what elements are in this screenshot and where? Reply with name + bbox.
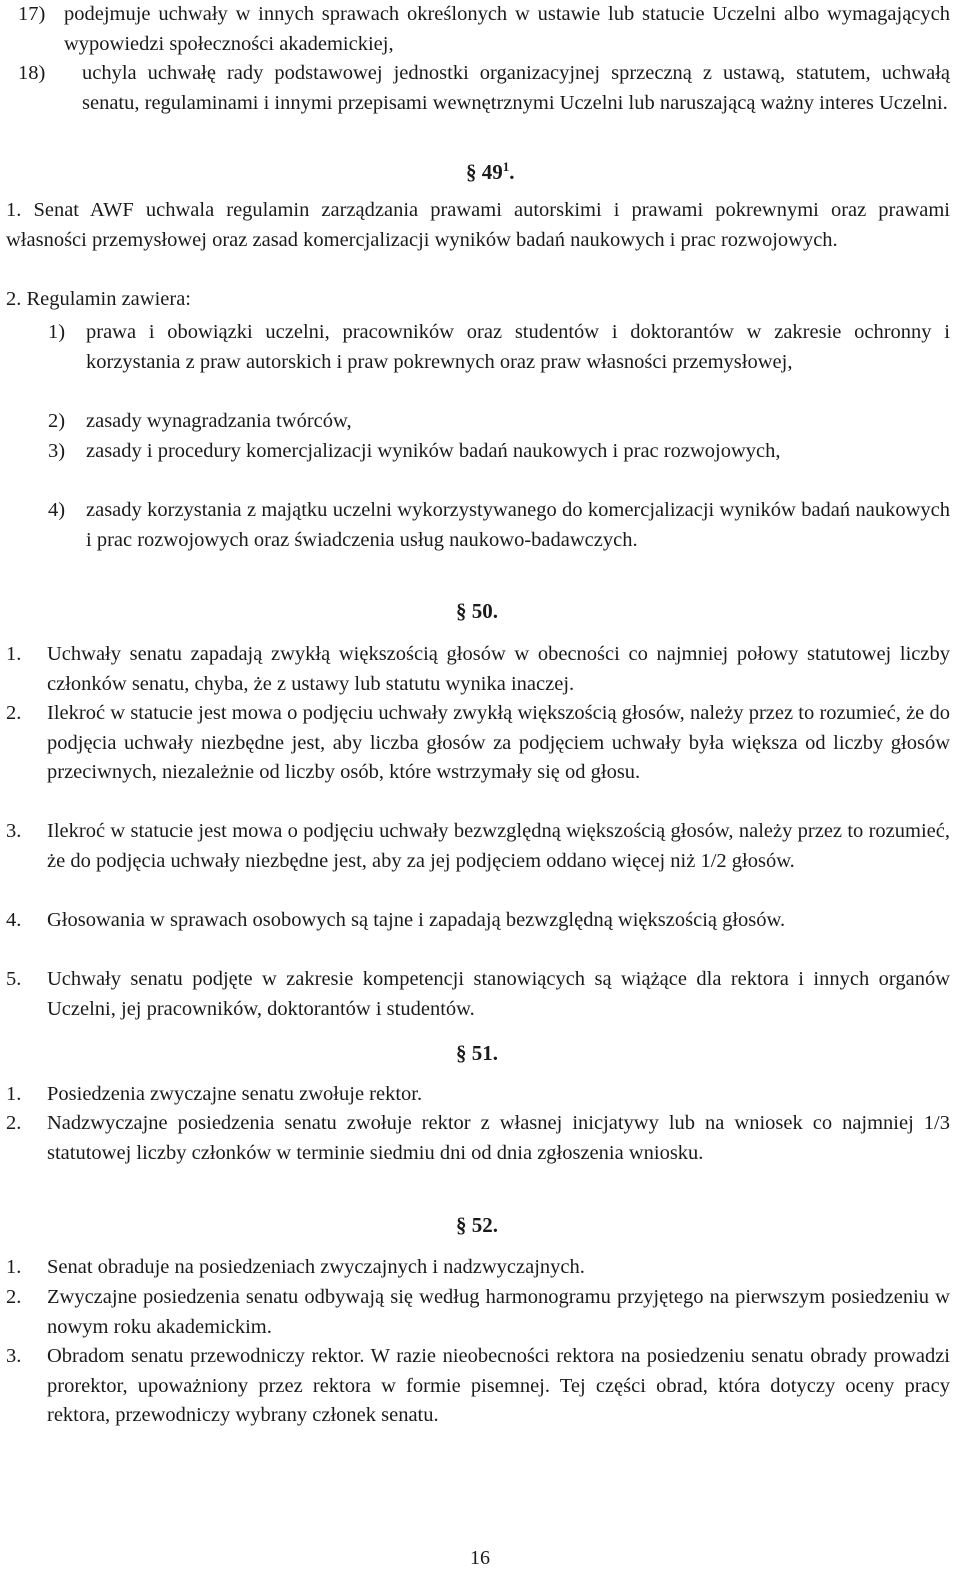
item-text: Głosowania w sprawach osobowych są tajne i zapadają bezwzględną większością głosów.: [47, 909, 786, 931]
item-text: Uchwały senatu podjęte w zakresie kompetencji stanowiących są wiążące dla rektora i innych organów Uczelni, jej pracowników, doktorantów i studentów.: [47, 968, 950, 1020]
item-text: zasady korzystania z majątku uczelni wykorzystywanego do komercjalizacji wyników badań naukowych i prac rozwojowych oraz świadczenia usług naukowo-badawczych.: [86, 499, 950, 551]
item-text: Ilekroć w statucie jest mowa o podjęciu uchwały bezwzględną większością głosów, należy przez to rozumieć, że do podjęcia uchwały niezbędne jest, aby za jej podjęciem oddano więcej niż 1/2 głosów.: [47, 820, 950, 872]
item-number: 1.: [6, 1083, 22, 1105]
section-heading-52: § 52.: [456, 1213, 498, 1237]
item-number: 3.: [6, 820, 22, 842]
paragraph-text: Senat AWF uchwala regulamin zarządzania prawami autorskimi i prawami pokrewnymi oraz prawami własności przemysłowej oraz zasad komercjalizacji wyników badań naukowych i prac rozwojowych.: [6, 199, 950, 251]
section-heading-51: § 51.: [456, 1041, 498, 1065]
page-number: 16: [470, 1547, 490, 1569]
item-number: 2.: [6, 702, 22, 724]
section-heading-50: § 50.: [456, 599, 498, 623]
item-text: uchyla uchwałę rady podstawowej jednostki organizacyjnej sprzeczną z ustawą, statutem, uchwałą senatu, regulaminami i innymi przepisami wewnętrznymi Uczelni lub naruszającą ważny interes Uczelni.: [82, 62, 950, 114]
item-number: 1): [48, 321, 66, 343]
item-number: 18): [18, 62, 46, 84]
paragraph: [6, 285, 950, 315]
item-text: Senat obraduje na posiedzeniach zwyczajnych i nadzwyczajnych.: [47, 1256, 585, 1278]
item-number: 2.: [6, 1286, 22, 1308]
item-text: Ilekroć w statucie jest mowa o podjęciu uchwały zwykłą większością głosów, należy przez to rozumieć, że do podjęcia uchwały niezbędne jest, aby liczba głosów za podjęciem uchwały była większa od liczby głosów przeciwnych, niezależnie od liczby osób, które wstrzymały się od głosu.: [47, 702, 950, 784]
paragraph-text: Regulamin zawiera:: [26, 288, 192, 310]
item-number: 4.: [6, 909, 22, 931]
paragraph: [6, 196, 950, 255]
item-number: 17): [18, 3, 46, 25]
paragraph-number: 2.: [6, 288, 22, 310]
item-text: Posiedzenia zwyczajne senatu zwołuje rektor.: [47, 1083, 423, 1105]
item-text: podejmuje uchwały w innych sprawach określonych w ustawie lub statucie Uczelni albo wymagających wypowiedzi społeczności akademickiej,: [64, 3, 950, 55]
item-number: 3): [48, 440, 66, 462]
item-text: zasady wynagradzania twórców,: [86, 410, 352, 432]
item-number: 5.: [6, 968, 22, 990]
item-text: Zwyczajne posiedzenia senatu odbywają się według harmonogramu przyjętego na pierwszym posiedzeniu w nowym roku akademickim.: [47, 1286, 950, 1338]
item-number: 1.: [6, 643, 22, 665]
item-number: 4): [48, 499, 66, 521]
item-number: 1.: [6, 1256, 22, 1278]
item-text: prawa i obowiązki uczelni, pracowników oraz studentów i doktorantów w zakresie ochronny i korzystania z praw autorskich i praw pokrewnych oraz praw własności przemysłowej,: [86, 321, 950, 373]
item-number: 2.: [6, 1112, 22, 1134]
item-number: 2): [48, 410, 66, 432]
item-text: Obradom senatu przewodniczy rektor. W razie nieobecności rektora na posiedzeniu senatu obrady prowadzi prorektor, upoważniony przez rektora w formie pisemnej. Tej części obrad, która dotyczy oceny pracy rektora, przewodniczy wybrany członek senatu.: [47, 1345, 950, 1427]
item-text: zasady i procedury komercjalizacji wyników badań naukowych i prac rozwojowych,: [86, 440, 781, 462]
item-text: Nadzwyczajne posiedzenia senatu zwołuje rektor z własnej inicjatywy lub na wniosek co najmniej 1/3 statutowej liczby członków w terminie siedmiu dni od dnia zgłoszenia wniosku.: [47, 1112, 950, 1164]
section-heading-49: § $49^1$.: [466, 159, 515, 184]
paragraph-number: 1.: [6, 199, 22, 221]
item-number: 3.: [6, 1345, 22, 1367]
item-text: Uchwały senatu zapadają zwykłą większością głosów w obecności co najmniej połowy statutowej liczby członków senatu, chyba, że z ustawy lub statutu wynika inaczej.: [47, 643, 950, 695]
